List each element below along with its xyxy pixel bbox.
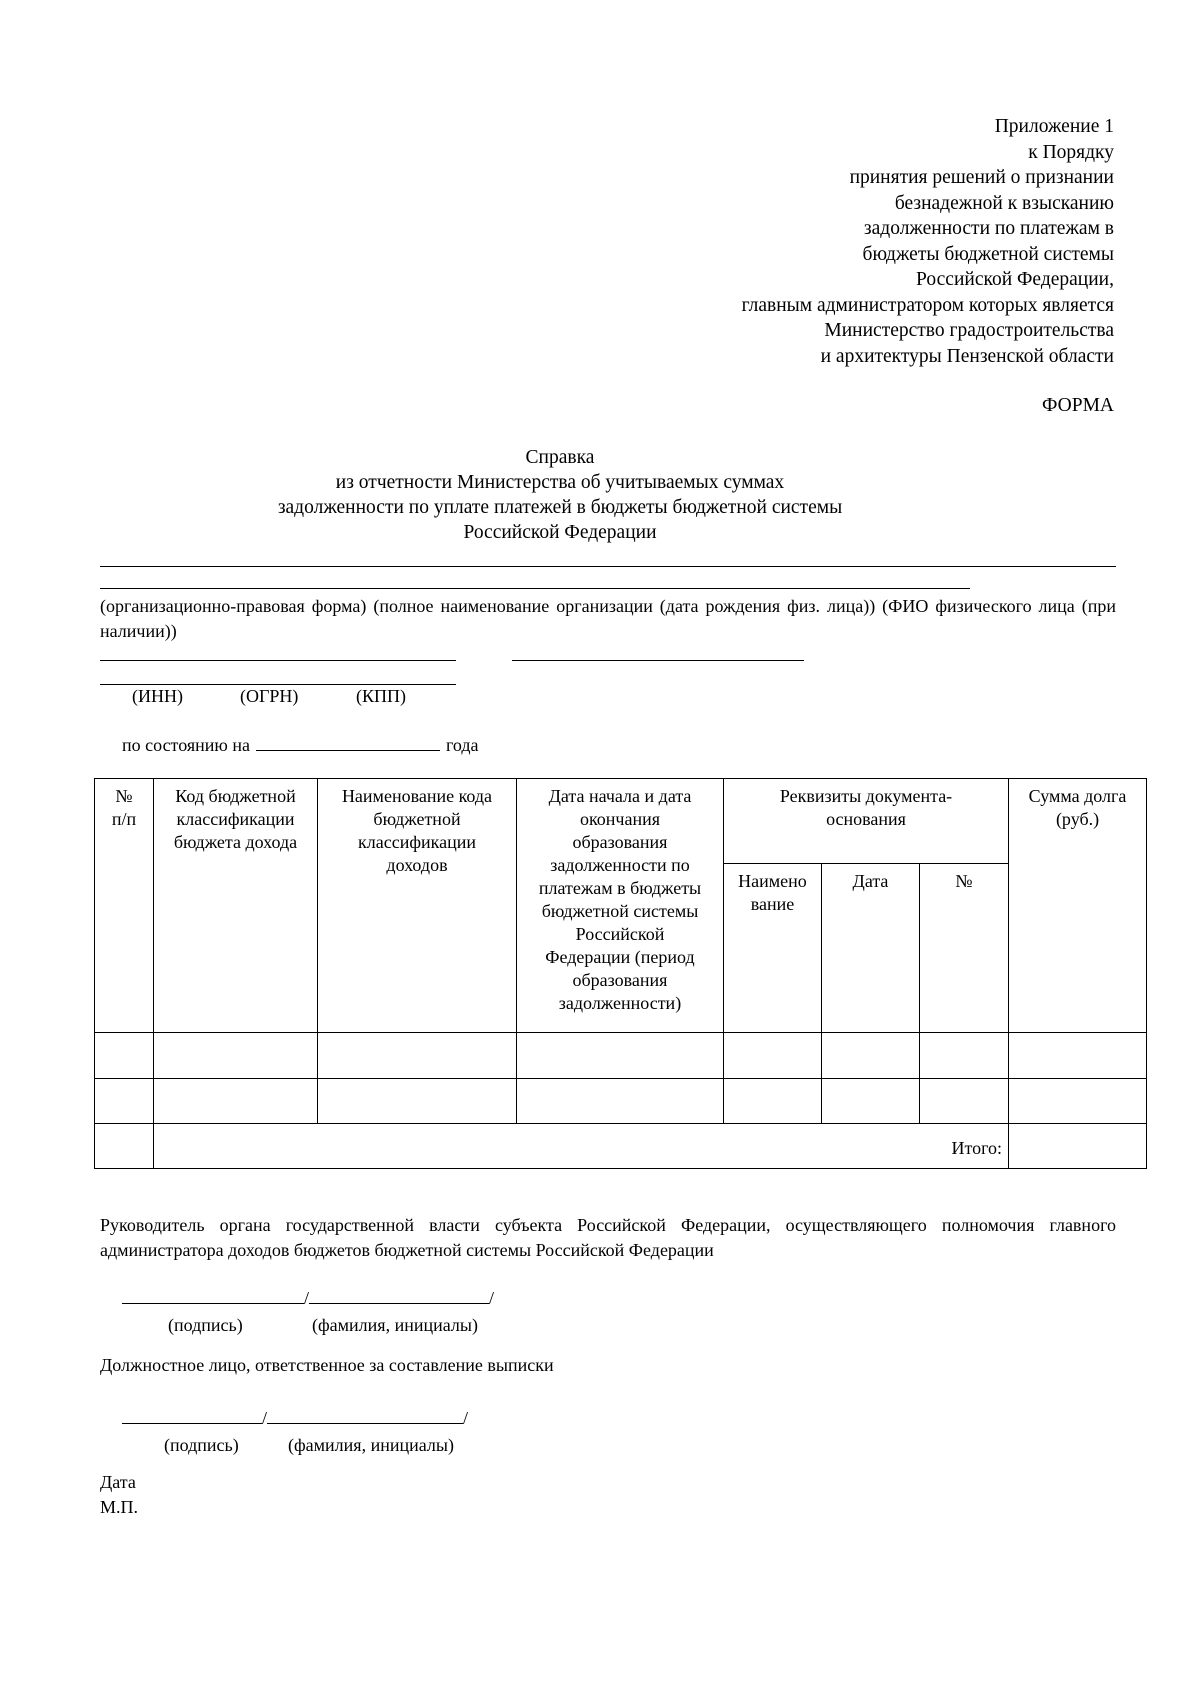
title-line: Российской Федерации	[463, 522, 657, 543]
head-signatory-text: Руководитель органа государственной власти субъекта Российской Федерации, осуществляющего полномочия главного администратора доходов бюджетов бюджетной системы Российской Федерации	[100, 1215, 1116, 1260]
appendix-line: и архитектуры Пензенской области	[820, 345, 1114, 367]
table-cell[interactable]	[1009, 1079, 1147, 1124]
table-cell[interactable]	[95, 1124, 154, 1169]
head-signature-caption: (подпись)	[168, 1315, 243, 1335]
as-of-suffix: года	[445, 735, 479, 755]
table-cell[interactable]	[1009, 1033, 1147, 1079]
footer	[100, 1470, 138, 1520]
appendix-line: безнадежной к взысканию	[894, 192, 1114, 214]
header-budget-code: Код бюджетной классификации бюджета дохода	[154, 779, 318, 1033]
table-cell[interactable]	[95, 1079, 154, 1124]
head-signature-field[interactable]	[122, 1285, 304, 1304]
ogrn-label: (ОГРН)	[240, 686, 299, 706]
kpp-label: (КПП)	[356, 686, 406, 706]
official-name-caption: (фамилия, инициалы)	[288, 1435, 454, 1455]
header-basis-document: Реквизиты документа- основания	[724, 779, 1009, 864]
stamp-label: М.П.	[100, 1497, 139, 1517]
official-signature-field[interactable]	[122, 1405, 262, 1424]
table-row	[95, 1079, 1147, 1124]
head-signature-line: / /	[122, 1285, 494, 1310]
table-cell[interactable]	[318, 1079, 517, 1124]
table-cell[interactable]	[517, 1079, 724, 1124]
appendix-line: Российской Федерации,	[916, 269, 1114, 290]
header-debt-sum: Сумма долга (руб.)	[1009, 779, 1147, 1033]
header-document-date: Дата	[822, 864, 920, 1033]
table-cell[interactable]	[822, 1033, 920, 1079]
as-of-prefix: по состоянию на	[122, 735, 250, 755]
inn-fill-line[interactable]	[100, 660, 456, 661]
title-line: Справка	[525, 447, 595, 468]
table-cell[interactable]	[920, 1079, 1009, 1124]
official-signature-line: / /	[122, 1405, 468, 1430]
ogrn-fill-line[interactable]	[512, 660, 804, 661]
official-name-field[interactable]	[267, 1405, 463, 1424]
table-cell[interactable]	[724, 1033, 822, 1079]
document-title	[100, 445, 1200, 545]
header-debt-period: Дата начала и дата окончания образования задолженности по платежам в бюджеты бюджетной системы Российской Федерации (период образования задолженности)	[517, 779, 724, 1033]
table-cell[interactable]	[724, 1079, 822, 1124]
appendix-line: принятия решений о признании	[849, 167, 1114, 188]
header-document-number: №	[920, 864, 1009, 1033]
date-label: Дата	[100, 1472, 136, 1492]
total-row	[95, 1124, 1147, 1169]
title-line: из отчетности Министерства об учитываемых суммах	[335, 472, 785, 493]
official-text: Должностное лицо, ответственное за составление выписки	[100, 1355, 554, 1375]
table-row	[95, 1033, 1147, 1079]
table-cell[interactable]	[154, 1079, 318, 1124]
form-label: ФОРМА	[1042, 395, 1114, 416]
organization-caption: (организационно-правовая форма) (полное наименование организации (дата рождения физ. лица)) (ФИО физического лица (при наличии))	[100, 596, 1116, 641]
appendix-reference	[742, 114, 1114, 369]
appendix-line: Приложение 1	[994, 116, 1114, 137]
table-cell[interactable]	[154, 1033, 318, 1079]
appendix-line: Министерство градостроительства	[824, 320, 1114, 341]
head-name-field[interactable]	[309, 1285, 489, 1304]
appendix-line: к Порядку	[1028, 141, 1114, 163]
table-cell[interactable]	[920, 1033, 1009, 1079]
inn-label: (ИНН)	[132, 686, 183, 706]
organization-fill-line-2[interactable]	[100, 588, 970, 589]
table-cell[interactable]	[95, 1033, 154, 1079]
table-cell[interactable]	[318, 1033, 517, 1079]
total-sum-cell[interactable]	[1009, 1124, 1147, 1169]
official-signature-caption: (подпись)	[164, 1435, 239, 1455]
table-cell[interactable]	[822, 1079, 920, 1124]
header-code-name: Наименование кода бюджетной классификации доходов	[318, 779, 517, 1033]
title-line: задолженности по уплате платежей в бюджеты бюджетной системы	[277, 497, 843, 518]
header-row-number: № п/п	[95, 779, 154, 1033]
organization-fill-line[interactable]	[100, 566, 1116, 567]
debt-table	[94, 778, 1147, 1169]
head-name-caption: (фамилия, инициалы)	[312, 1315, 478, 1335]
as-of-date	[122, 732, 479, 757]
total-label: Итого:	[154, 1124, 1009, 1169]
appendix-line: бюджеты бюджетной системы	[862, 243, 1114, 265]
appendix-line: главным администратором которых является	[741, 294, 1114, 316]
header-document-name: Наимено вание	[724, 864, 822, 1033]
as-of-date-field[interactable]	[256, 732, 440, 751]
table-cell[interactable]	[517, 1033, 724, 1079]
appendix-line: задолженности по платежам в	[863, 218, 1114, 239]
